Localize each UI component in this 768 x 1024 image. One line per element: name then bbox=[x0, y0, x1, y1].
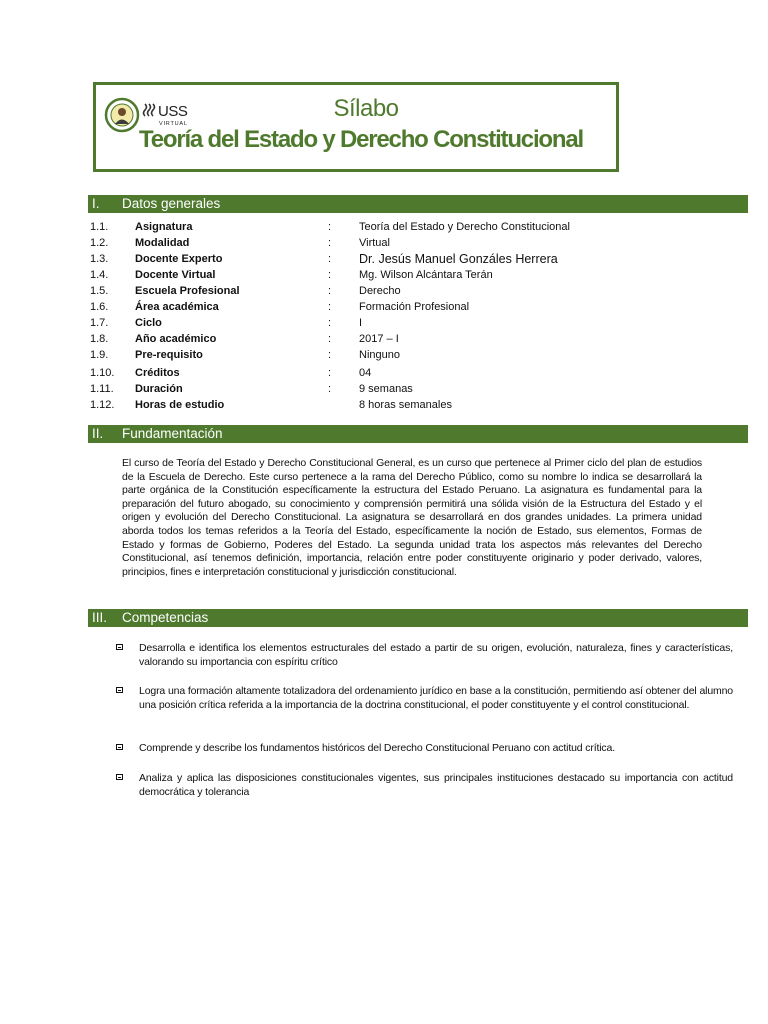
competencia-text: Logra una formación altamente totalizadora del ordenamiento jurídico en base a la constitución, permitiendo así obtener del alumno una posición crítica referida a la importancia de la doctrina constitucional, el poder constituyente y el control constitucional. bbox=[139, 685, 733, 711]
table-row bbox=[88, 365, 748, 381]
row-label: Docente Virtual bbox=[135, 269, 216, 281]
section-title: Competencias bbox=[122, 610, 209, 625]
row-separator: : bbox=[328, 317, 332, 329]
row-value: 04 bbox=[359, 367, 372, 379]
section-title: Fundamentación bbox=[122, 426, 223, 441]
row-separator: : bbox=[328, 301, 332, 313]
row-number: 1.3. bbox=[90, 253, 109, 265]
row-value: Formación Profesional bbox=[359, 301, 470, 313]
row-value: Virtual bbox=[359, 237, 390, 249]
table-row bbox=[88, 397, 748, 413]
row-label: Modalidad bbox=[135, 237, 190, 249]
row-separator: : bbox=[328, 333, 332, 345]
row-number: 1.8. bbox=[90, 333, 109, 345]
row-number: 1.11. bbox=[90, 383, 114, 395]
row-label: Escuela Profesional bbox=[135, 285, 240, 297]
competencia-text: Analiza y aplica las disposiciones constitucionales vigentes, sus principales instituciones destacado su importancia con actitud democrática y tolerancia bbox=[139, 772, 733, 798]
row-separator: : bbox=[328, 285, 332, 297]
row-number: 1.1. bbox=[90, 221, 109, 233]
row-number: 1.7. bbox=[90, 317, 109, 329]
section-title: Datos generales bbox=[122, 196, 221, 211]
row-value: Derecho bbox=[359, 285, 401, 297]
row-label: Créditos bbox=[135, 367, 180, 379]
table-row bbox=[88, 347, 748, 363]
row-number: 1.6. bbox=[90, 301, 109, 313]
section-heading-competencias bbox=[88, 609, 748, 627]
row-separator: : bbox=[328, 269, 332, 281]
row-label: Año académico bbox=[135, 333, 217, 345]
row-label: Área académica bbox=[135, 301, 219, 313]
row-value: 8 horas semanales bbox=[359, 399, 452, 411]
row-number: 1.2. bbox=[90, 237, 109, 249]
row-number: 1.9. bbox=[90, 349, 109, 361]
row-number: 1.5. bbox=[90, 285, 109, 297]
square-bullet-icon bbox=[116, 744, 123, 750]
row-value: Dr. Jesús Manuel Gonzáles Herrera bbox=[359, 252, 558, 266]
syllabus-header bbox=[93, 82, 619, 172]
section-heading-fundamentacion bbox=[88, 425, 748, 443]
course-title: Teoría del Estado y Derecho Constitucional bbox=[139, 126, 583, 153]
row-label: Ciclo bbox=[135, 317, 162, 329]
square-bullet-icon bbox=[116, 774, 123, 780]
row-number: 1.12. bbox=[90, 399, 115, 411]
table-row bbox=[88, 219, 748, 235]
row-value: I bbox=[359, 317, 363, 329]
table-row bbox=[88, 299, 748, 315]
row-label: Horas de estudio bbox=[135, 399, 225, 411]
row-separator: : bbox=[328, 253, 332, 265]
row-separator: : bbox=[328, 349, 332, 361]
table-row bbox=[88, 331, 748, 347]
square-bullet-icon bbox=[116, 644, 123, 650]
row-separator: : bbox=[328, 367, 332, 379]
table-row bbox=[88, 267, 748, 283]
row-separator: : bbox=[328, 237, 332, 249]
row-number: 1.10. bbox=[90, 367, 115, 379]
row-label: Asignatura bbox=[135, 221, 193, 233]
row-value: Teoría del Estado y Derecho Constitucional bbox=[359, 221, 570, 233]
table-row bbox=[88, 315, 748, 331]
logo-text: USS bbox=[158, 103, 188, 120]
syllabus-title: Sílabo bbox=[333, 95, 399, 122]
row-label: Docente Experto bbox=[135, 253, 223, 265]
datos-generales-table bbox=[88, 219, 748, 413]
table-row bbox=[88, 283, 748, 299]
row-value: 2017 – I bbox=[359, 333, 399, 345]
table-row bbox=[88, 235, 748, 251]
table-row bbox=[88, 251, 748, 267]
section-heading-datos-generales bbox=[88, 195, 748, 213]
competencia-text: Desarrolla e identifica los elementos estructurales del estado a partir de su origen, evolución, naturaleza, fines y características, valorando su importancia con espíritu crítico bbox=[139, 642, 733, 668]
section-number: II. bbox=[92, 426, 104, 441]
logo-subtext: VIRTUAL bbox=[159, 121, 188, 127]
row-value: 9 semanas bbox=[359, 383, 413, 395]
row-label: Duración bbox=[135, 383, 183, 395]
row-value: Ninguno bbox=[359, 349, 400, 361]
row-separator: : bbox=[328, 383, 332, 395]
fundamentacion-paragraph: El curso de Teoría del Estado y Derecho Constitucional General, es un curso que pertenece al Primer ciclo del plan de estudios de la Escuela de Derecho. Este curso pertenece a la rama del Derecho Público, como su nombre lo indica se desarrollará la parte orgánica de la Constitución específicamente la estructura del Estado Peruano. La asignatura es fundamental para la preparación del futuro abogado, su conocimiento y comprensión permitirá una sólida visión de la Estructura del Estado y el origen y evolución del Derecho Constitucional. La asignatura se desarrollará en dos grandes unidades. La primera unidad aborda todos los temas referidos a la Teoría del Estado, específicamente la noción de Estado, sus elementos, Formas de Estado y formas de Gobierno, Poderes del Estado. La segunda unidad trata los aspectos más relevantes del Derecho Constitucional, así tenemos definición, importancia, relación entre poder constituyente originario y poder derivado, valores, principios, fines e interpretación constitucional y jurisdicción constitucional. bbox=[122, 457, 702, 578]
section-number: I. bbox=[92, 196, 100, 211]
row-label: Pre-requisito bbox=[135, 349, 203, 361]
row-value: Mg. Wilson Alcántara Terán bbox=[359, 269, 493, 281]
section-number: III. bbox=[92, 610, 108, 625]
row-number: 1.4. bbox=[90, 269, 109, 281]
row-separator: : bbox=[328, 221, 332, 233]
square-bullet-icon bbox=[116, 687, 123, 693]
competencia-text: Comprende y describe los fundamentos históricos del Derecho Constitucional Peruano con actitud crítica. bbox=[139, 742, 615, 754]
table-row bbox=[88, 381, 748, 397]
